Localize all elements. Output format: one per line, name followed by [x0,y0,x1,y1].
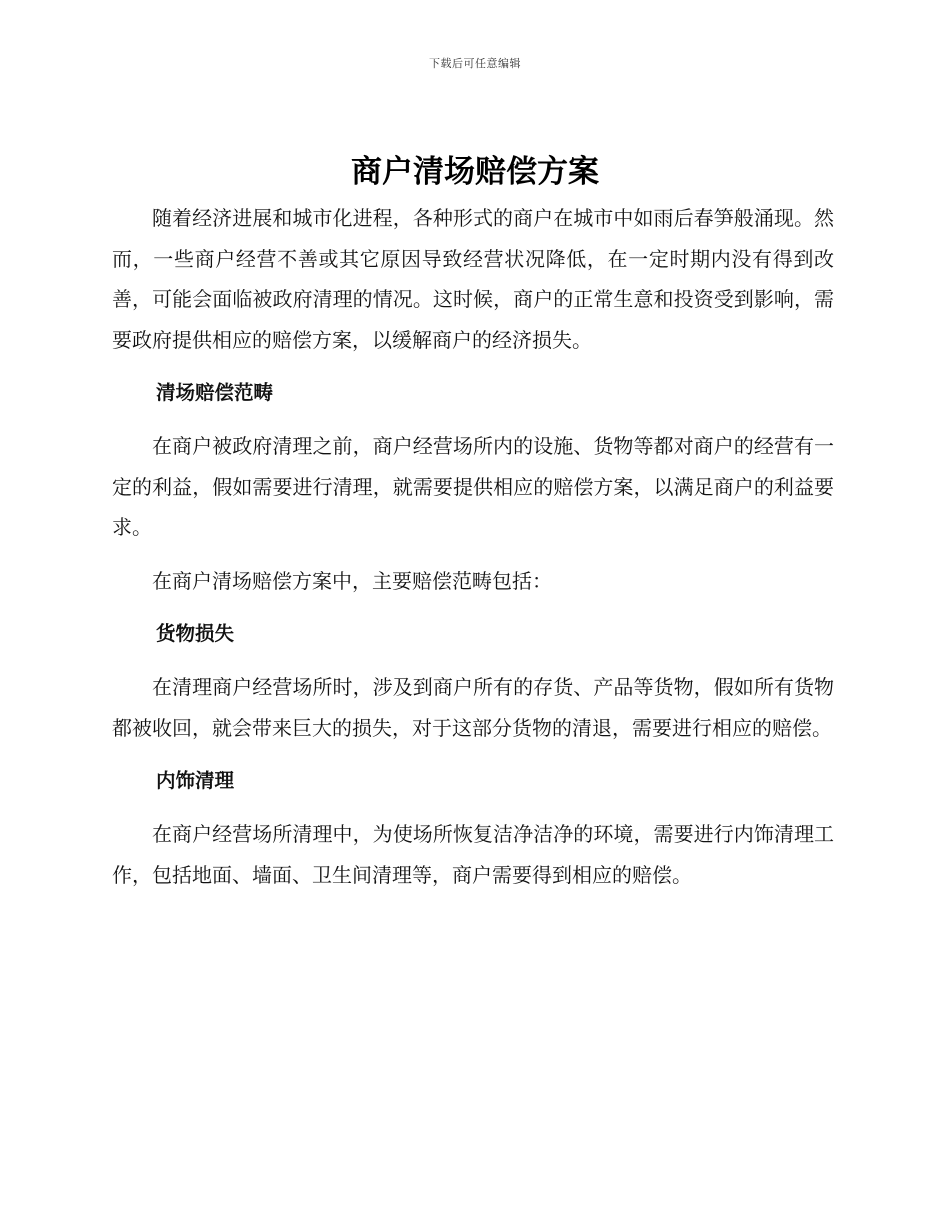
document-title: 商户清场赔偿方案 [351,154,599,190]
intro-paragraph: 随着经济进展和城市化进程，各种形式的商户在城市中如雨后春笋般涌现。然而，一些商户经营不善或其它原因导致经营状况降低，在一定时期内没有得到改善，可能会面临被政府清理的情况。这时候，商户的正常生意和投资受到影响，需要政府提供相应的赔偿方案，以缓解商户的经济损失。 [112,206,834,352]
section-heading-scope: 清场赔偿范畴 [156,381,274,404]
scope-list-intro: 在商户清场赔偿方案中，主要赔偿范畴包括： [152,568,552,593]
goods-loss-paragraph: 在清理商户经营场所时，涉及到商户所有的存货、产品等货物，假如所有货物都被收回，就会带来巨大的损失，对于这部分货物的清退，需要进行相应的赔偿。 [112,675,834,740]
document-body [112,198,834,895]
section-heading-goods-loss: 货物损失 [156,622,235,645]
scope-paragraph: 在商户被政府清理之前，商户经营场所内的设施、货物等都对商户的经营有一定的利益，假如需要进行清理，就需要提供相应的赔偿方案，以满足商户的利益要求。 [112,434,834,539]
section-heading-interior-cleanup: 内饰清理 [156,769,235,792]
interior-cleanup-paragraph: 在商户经营场所清理中，为使场所恢复洁净洁净的环境，需要进行内饰清理工作，包括地面、墙面、卫生间清理等，商户需要得到相应的赔偿。 [112,822,834,887]
page-header-note: 下载后可任意编辑 [429,57,521,70]
